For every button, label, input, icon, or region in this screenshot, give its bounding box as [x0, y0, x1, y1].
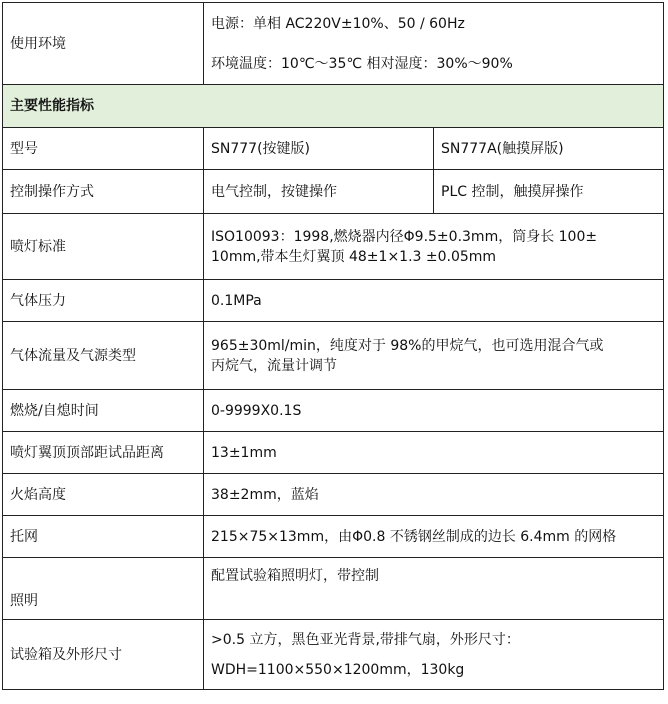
- row-value-line: WDH=1100×550×1200mm，130kg: [211, 661, 465, 678]
- row-label: 喷灯翼顶顶部距试品距离: [3, 432, 204, 474]
- row-value-line: >0.5 立方，黑色亚光背景,带排气扇，外形尺寸：: [211, 631, 520, 648]
- spec-table-wrapper: [2, 2, 664, 690]
- row-value-line: 965±30ml/min，纯度对于 98%的甲烷气，也可选用混合气或: [211, 337, 604, 354]
- row-label: 火焰高度: [3, 474, 204, 516]
- row-label: 气体流量及气源类型: [3, 322, 204, 390]
- table-row-control: [3, 170, 664, 214]
- control-value-basic: 电气控制，按键操作: [204, 170, 434, 214]
- row-label: 气体压力: [3, 280, 204, 322]
- row-value: 13±1mm: [204, 432, 664, 474]
- row-value-line: 10mm,带本生灯翼顶 48±1×1.3 ±0.05mm: [211, 248, 497, 265]
- row-value-line: 丙烷气，流量计调节: [211, 357, 337, 374]
- env-label: 使用环境: [3, 3, 204, 85]
- row-value: 0-9999X0.1S: [204, 390, 664, 432]
- table-row: [3, 558, 664, 620]
- row-value: 215×75×13mm，由Φ0.8 不锈钢丝制成的边长 6.4mm 的网格: [204, 516, 664, 558]
- row-label: 燃烧/自熄时间: [3, 390, 204, 432]
- table-row-section: [3, 85, 664, 128]
- row-label: 照明: [3, 558, 204, 620]
- row-label: 试验箱及外形尺寸: [3, 620, 204, 690]
- table-row-environment: [3, 3, 664, 85]
- row-label: 喷灯标准: [3, 214, 204, 280]
- row-value: [204, 322, 664, 390]
- table-row: [3, 474, 664, 516]
- row-value: 配置试验箱照明灯，带控制: [204, 558, 664, 620]
- model-value-basic: SN777(按键版): [204, 128, 434, 170]
- row-value: 38±2mm，蓝焰: [204, 474, 664, 516]
- table-row: [3, 214, 664, 280]
- model-value-touch: SN777A(触摸屏版): [434, 128, 664, 170]
- table-row: [3, 432, 664, 474]
- table-row: [3, 280, 664, 322]
- row-value: [204, 620, 664, 690]
- row-value: 0.1MPa: [204, 280, 664, 322]
- control-label: 控制操作方式: [3, 170, 204, 214]
- spec-table: [2, 2, 664, 690]
- model-label: 型号: [3, 128, 204, 170]
- table-row-model: [3, 128, 664, 170]
- env-value-cell: [204, 3, 664, 85]
- table-row: [3, 620, 664, 690]
- row-value: [204, 214, 664, 280]
- control-value-touch: PLC 控制，触摸屏操作: [434, 170, 664, 214]
- row-value-line: ISO10093：1998,燃烧器内径Φ9.5±0.3mm，筒身长 100±: [211, 228, 598, 245]
- table-row: [3, 516, 664, 558]
- table-row: [3, 390, 664, 432]
- row-label: 托网: [3, 516, 204, 558]
- section-title: 主要性能指标: [3, 85, 664, 128]
- env-climate: 环境温度：10℃～35℃ 相对湿度：30%～90%: [211, 55, 513, 72]
- table-row: [3, 322, 664, 390]
- env-power: 电源：单相 AC220V±10%、50 / 60Hz: [211, 15, 465, 32]
